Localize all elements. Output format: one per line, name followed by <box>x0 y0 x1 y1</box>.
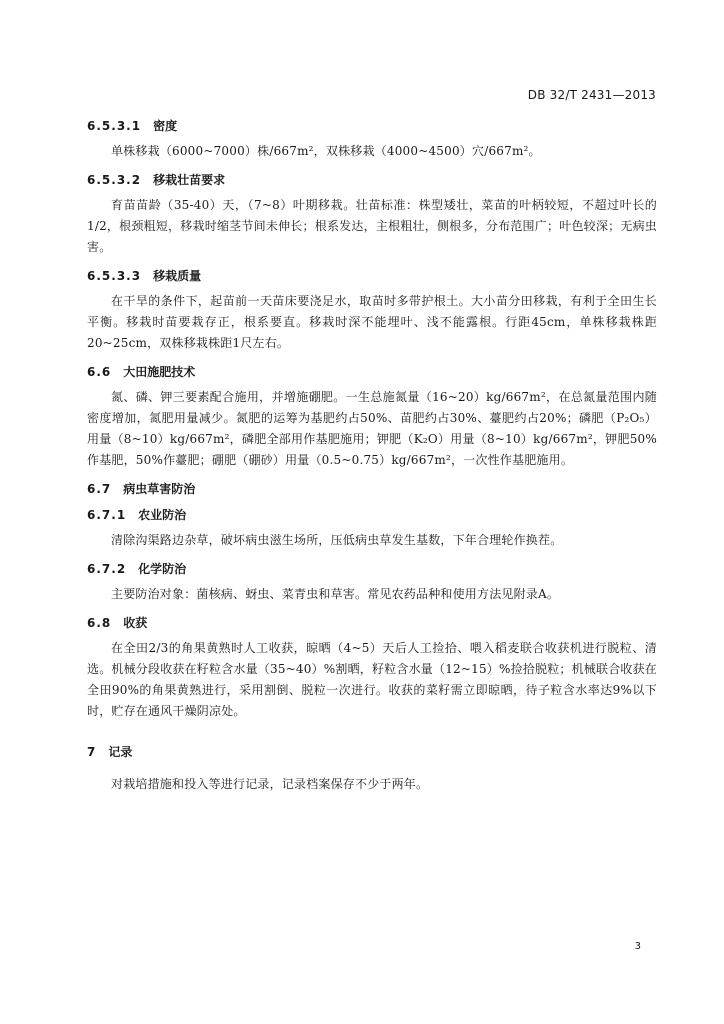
section-title: 移栽壮苗要求 <box>153 173 226 187</box>
paragraph: 对栽培措施和投入等进行记录，记录档案保存不少于两年。 <box>111 777 429 791</box>
section-6-7-2 <box>87 561 657 605</box>
page-number: 3 <box>634 941 641 952</box>
section-number: 6.7.1 <box>87 508 127 522</box>
section-heading <box>87 744 657 760</box>
section-6-7-1 <box>87 507 657 551</box>
section-number: 6.7 <box>87 482 112 496</box>
section-heading <box>87 561 657 577</box>
section-7 <box>87 744 657 795</box>
section-number: 7 <box>87 745 97 759</box>
standard-code: DB 32/T 2431—2013 <box>527 88 656 102</box>
section-title: 农业防治 <box>138 508 187 522</box>
section-heading <box>87 268 657 284</box>
section-6-5-3-1 <box>87 118 657 162</box>
paragraph: 清除沟渠路边杂草，破坏病虫滋生场所，压低病虫草发生基数，下年合理轮作换茬。 <box>111 533 563 547</box>
document-body <box>87 118 657 795</box>
section-number: 6.5.3.1 <box>87 119 142 133</box>
section-number: 6.5.3.3 <box>87 269 142 283</box>
section-6-8 <box>87 615 657 722</box>
section-6-5-3-2 <box>87 172 657 258</box>
section-title: 大田施肥技术 <box>123 365 196 379</box>
section-heading <box>87 172 657 188</box>
paragraph: 主要防治对象：菌核病、蚜虫、菜青虫和草害。常见农药品种和使用方法见附录A。 <box>111 587 560 601</box>
section-heading <box>87 364 657 380</box>
paragraph: 氮、磷、钾三要素配合施用，并增施硼肥。一生总施氮量（16~20）kg/667m²，在总氮量范围内随密度增加，氮肥用量减少。氮肥的运筹为基肥约占50%、苗肥约占30%、薹肥约占20%；磷肥（P₂O₅）用量（8~10）kg/667m²，磷肥全部用作基肥施用；钾肥（K₂O）用量（8~10）kg/667m²，钾肥50%作基肥，50%作薹肥；硼肥（硼砂）用量（0.5~0.75）kg/667m²，一次性作基肥施用。 <box>87 390 657 467</box>
paragraph: 单株移栽（6000~7000）株/667m²，双株移栽（4000~4500）穴/667m²。 <box>111 144 541 158</box>
paragraph: 育苗苗龄（35-40）天，（7~8）叶期移栽。壮苗标准：株型矮壮，菜苗的叶柄较短，不超过叶长的1/2，根颈粗短，移栽时缩茎节间未伸长；根系发达，主根粗壮，侧根多，分布范围广；叶色较深；无病虫害。 <box>87 198 657 254</box>
paragraph: 在全田2/3的角果黄熟时人工收获，晾晒（4~5）天后人工捡拾、喂入稻麦联合收获机进行脱粒、清选。机械分段收获在籽粒含水量（35~40）%割晒，籽粒含水量（12~15）%捡拾脱粒；机械联合收获在全田90%的角果黄熟进行，采用割倒、脱粒一次进行。收获的菜籽需立即晾晒，待子粒含水率达9%以下时，贮存在通风干燥阴凉处。 <box>87 641 657 718</box>
section-title: 移栽质量 <box>153 269 202 283</box>
section-heading <box>87 118 657 134</box>
section-title: 密度 <box>153 119 178 133</box>
section-heading <box>87 507 657 523</box>
section-title: 化学防治 <box>138 562 187 576</box>
section-title: 记录 <box>108 745 133 759</box>
section-heading <box>87 615 657 631</box>
section-number: 6.6 <box>87 365 112 379</box>
section-title: 收获 <box>123 616 148 630</box>
section-number: 6.7.2 <box>87 562 127 576</box>
section-number: 6.8 <box>87 616 112 630</box>
section-heading <box>87 481 657 497</box>
section-6-5-3-3 <box>87 268 657 354</box>
section-number: 6.5.3.2 <box>87 173 142 187</box>
paragraph: 在干旱的条件下，起苗前一天苗床要浇足水，取苗时多带护根土。大小苗分田移栽，有利于全田生长平衡。移栽时苗要栽存正，根系要直。移栽时深不能埋叶、浅不能露根。行距45cm，单株移栽株距20~25cm，双株移栽株距1尺左右。 <box>87 294 657 350</box>
section-6-7 <box>87 481 657 497</box>
section-6-6 <box>87 364 657 471</box>
section-title: 病虫草害防治 <box>123 482 196 496</box>
